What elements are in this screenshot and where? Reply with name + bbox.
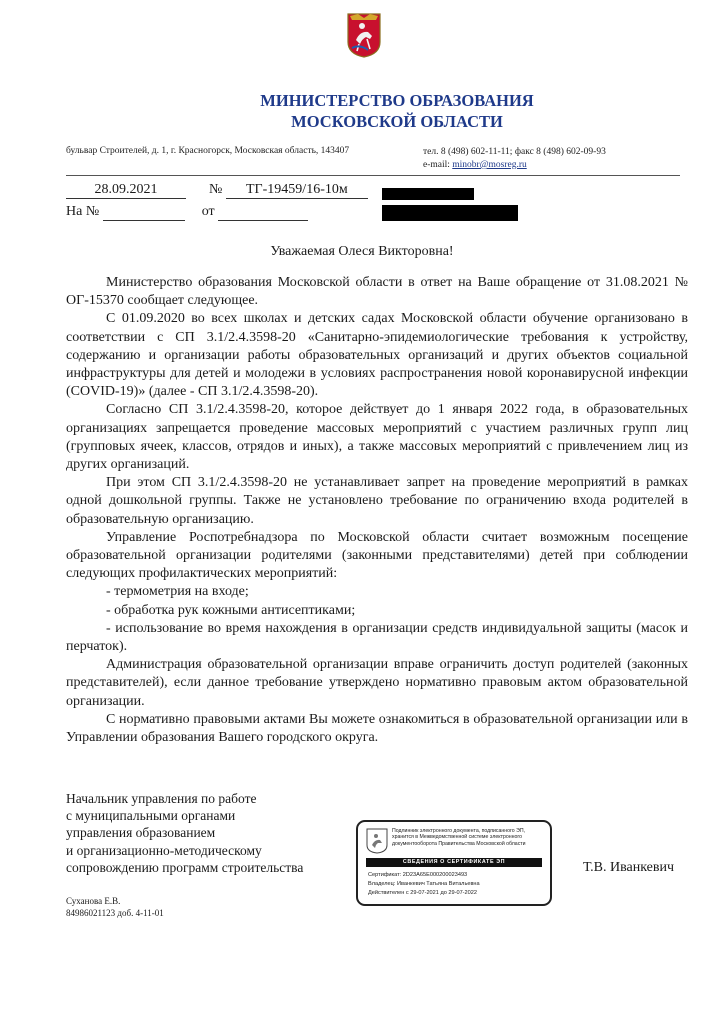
letter-body xyxy=(66,274,688,747)
signer-position-line: управления образованием xyxy=(66,825,216,841)
ministry-title-line1: МИНИСТЕРСТВО ОБРАЗОВАНИЯ xyxy=(260,91,534,110)
from-label: от xyxy=(201,204,215,219)
executor-phone: 84986021123 доб. 4-11-01 xyxy=(66,908,164,918)
ministry-title xyxy=(0,90,724,132)
stamp-certificate-details xyxy=(368,871,480,898)
email-row xyxy=(423,159,606,172)
incoming-label: На № xyxy=(66,204,100,219)
ministry-contacts xyxy=(423,146,606,172)
signer-name: Т.В. Иванкевич xyxy=(583,860,675,875)
signer-position-line: и организационно-методическому xyxy=(66,842,262,858)
paragraph: Согласно СП 3.1/2.4.3598-20, которое действует до 1 января 2022 года, в образовательных организациях запрещается проведение массовых мероприятий с участием различных групп лиц (групповых ячеек, классов, отрядов и иных), а также массовых мероприятий с привлечением лиц из других организаций. xyxy=(66,402,688,473)
ministry-address: бульвар Строителей, д. 1, г. Красногорск, Московская область, 143407 xyxy=(66,146,350,156)
redacted-addressee-line2 xyxy=(382,205,518,221)
paragraph: Администрация образовательной организации вправе ограничить доступ родителей (законных представителей), если данное требование утверждено нормативно правовым актом образовательной организации. xyxy=(66,657,688,709)
electronic-signature-stamp xyxy=(356,820,552,906)
stamp-owner: Владелец: Иванкевич Татьяна Витальевна xyxy=(368,881,480,887)
email-link[interactable]: minobr@mosreg.ru xyxy=(452,160,527,170)
executor-info xyxy=(66,895,164,919)
stamp-certificate-header: СВЕДЕНИЯ О СЕРТИФИКАТЕ ЭП xyxy=(366,858,542,867)
executor-name: Суханова Е.В. xyxy=(66,896,121,906)
list-item: - термометрия на входе; xyxy=(106,584,249,600)
signer-position xyxy=(66,790,303,876)
registration-outgoing xyxy=(66,182,368,199)
email-label: e-mail: xyxy=(423,160,453,170)
signer-position-line: с муниципальными органами xyxy=(66,808,236,824)
stamp-notice: Подлинник электронного документа, подписанного ЭП, хранится в Межведомственной системе электронного документооборота Правительства Московской области xyxy=(392,828,526,847)
phone-fax: тел. 8 (498) 602-11-11; факс 8 (498) 602-09-93 xyxy=(423,147,606,157)
list-item: - обработка рук кожными антисептиками; xyxy=(106,602,356,618)
stamp-validity: Действителен с 29-07-2021 до 29-07-2022 xyxy=(368,890,477,896)
paragraph: При этом СП 3.1/2.4.3598-20 не устанавливает запрет на проведение мероприятий в рамках одной дошкольной группы. Также не установлено требование по ограничению входа родителей в образовательную организацию. xyxy=(66,475,688,527)
stamp-certificate-number: Сертификат: 2D23A65E000200023493 xyxy=(368,872,468,878)
registration-incoming xyxy=(66,204,308,221)
paragraph: Министерство образования Московской области в ответ на Ваше обращение от 31.08.2021 № ОГ-15370 сообщает следующее. xyxy=(66,275,688,309)
header-divider xyxy=(66,175,680,176)
outgoing-number: ТГ-19459/16-10м xyxy=(226,182,368,199)
greeting: Уважаемая Олеся Викторовна! xyxy=(270,244,454,259)
redacted-addressee-line1 xyxy=(382,188,474,200)
paragraph: С 01.09.2020 во всех школах и детских садах Московской области обучение организовано в соответствии с СП 3.1/2.4.3598-20 «Санитарно-эпидемиологические требования к устройству, содержанию и организации работы образовательных организаций и других объектов социальной инфраструктуры для детей и молодежи в условиях распространения новой коронавирусной инфекции (COVID-19)» (далее - СП 3.1/2.4.3598-20). xyxy=(66,311,688,400)
paragraph: С нормативно правовыми актами Вы можете ознакомиться в образовательной организации или в Управлении образования Вашего городского округа. xyxy=(66,711,688,746)
coat-of-arms-icon xyxy=(366,828,388,854)
ministry-title-line2: МОСКОВСКОЙ ОБЛАСТИ xyxy=(291,112,503,131)
moscow-oblast-coat-of-arms-icon xyxy=(346,12,382,58)
signer-position-line: сопровождению программ строительства xyxy=(66,859,304,875)
outgoing-date: 28.09.2021 xyxy=(66,182,186,199)
list-item: - использование во время нахождения в организации средств индивидуальной защиты (масок и перчаток). xyxy=(66,620,688,655)
signer-position-line: Начальник управления по работе xyxy=(66,791,257,806)
number-sign: № xyxy=(209,182,223,197)
paragraph: Управление Роспотребнадзора по Московской области считает возможным посещение образовательной организации родителями (законными представителями) детей при соблюдении следующих профилактических мероприятий: xyxy=(66,529,688,582)
